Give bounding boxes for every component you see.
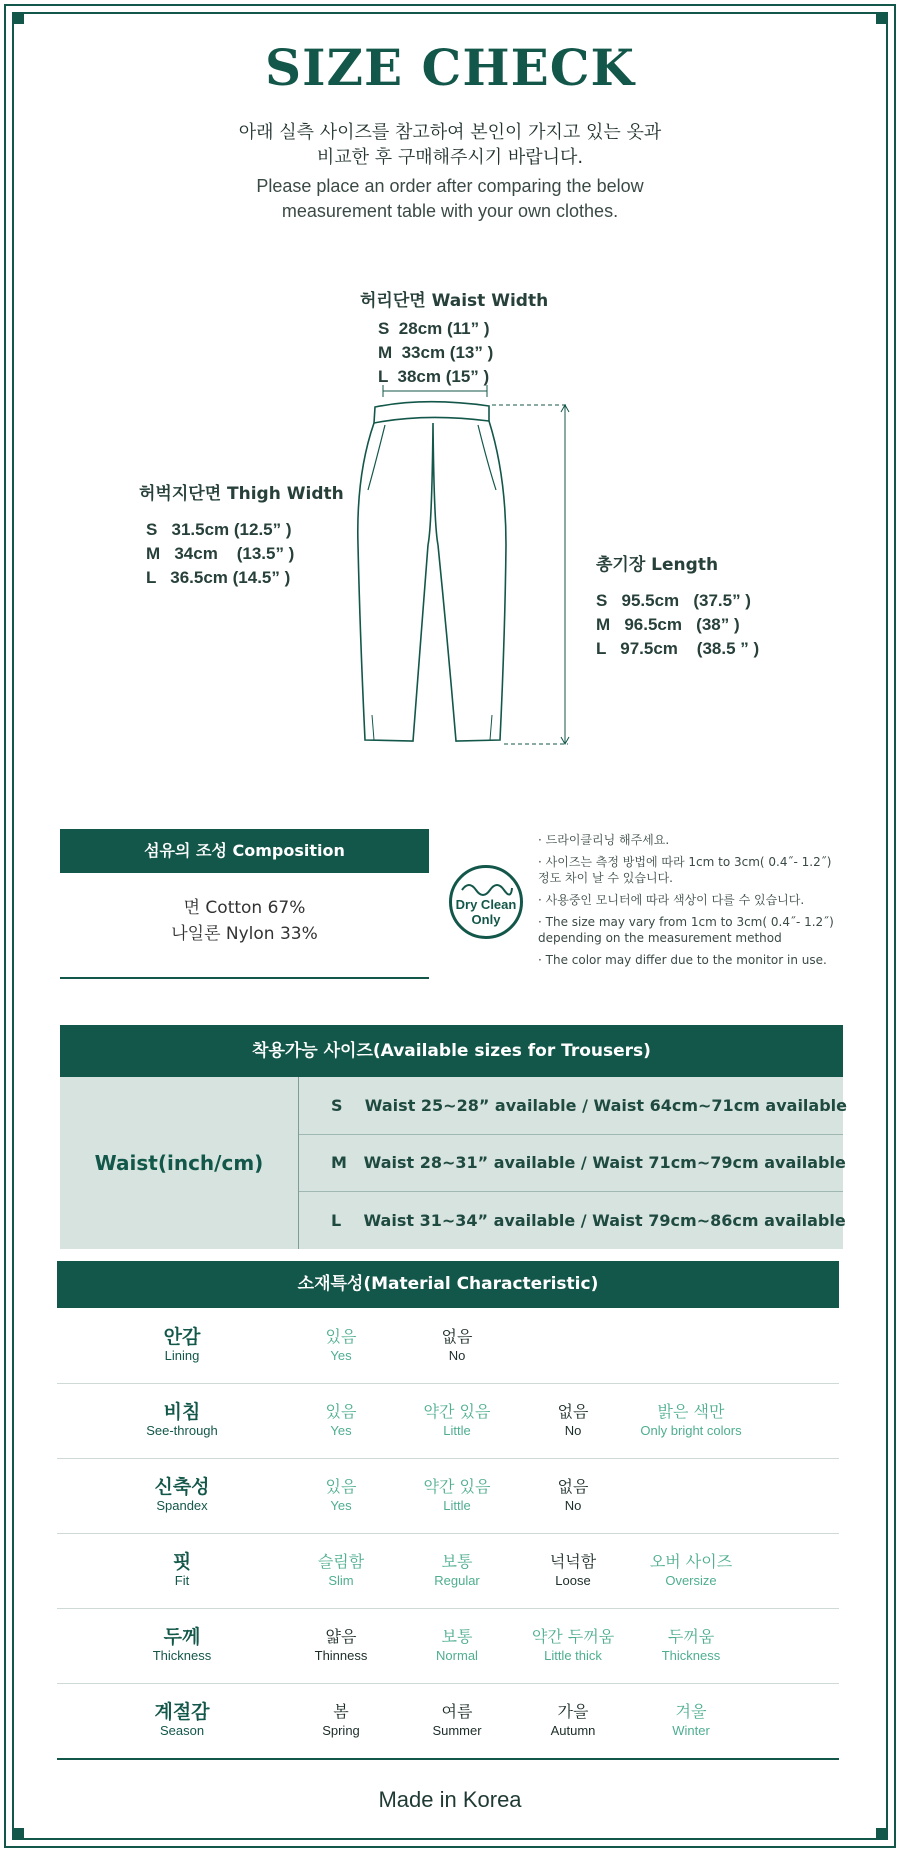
length-size-l: L 97.5cm (38.5 ” ) <box>596 639 760 658</box>
care-note: · The size may vary from 1cm to 3cm( 0.4˝- 1.2˝) depending on the measurement method <box>538 915 834 945</box>
waist-size-s: S 28cm (11” ) <box>378 319 490 338</box>
material-label-en: Season <box>159 1722 205 1738</box>
material-row-label <box>112 1308 252 1383</box>
material-row <box>57 1308 839 1383</box>
material-label-ko: 계절감 <box>154 1700 210 1723</box>
material-label-ko: 안감 <box>163 1325 201 1348</box>
option-ko: 있음 <box>325 1326 357 1346</box>
material-option <box>397 1383 517 1458</box>
length-heading: 총기장 Length <box>596 555 719 575</box>
option-en: Spring <box>322 1722 360 1738</box>
composition-cotton: 면 Cotton 67% <box>183 898 306 918</box>
option-ko: 있음 <box>325 1476 357 1496</box>
option-ko: 넉넉함 <box>549 1551 597 1571</box>
material-row <box>57 1683 839 1758</box>
option-ko: 약간 있음 <box>423 1476 491 1496</box>
composition-divider <box>60 977 429 979</box>
option-ko: 없음 <box>441 1326 473 1346</box>
option-en: Only bright colors <box>640 1422 742 1438</box>
option-en: Summer <box>432 1722 482 1738</box>
option-ko: 밝은 색만 <box>657 1401 725 1421</box>
material-option <box>397 1608 517 1683</box>
option-ko: 겨울 <box>675 1701 707 1721</box>
material-label-ko: 핏 <box>172 1550 192 1573</box>
option-ko: 보통 <box>441 1626 473 1646</box>
material-option <box>397 1683 517 1758</box>
care-note: · The color may differ due to the monitor in use. <box>538 953 827 967</box>
option-en: Normal <box>436 1647 478 1663</box>
material-row <box>57 1458 839 1533</box>
length-size-s: S 95.5cm (37.5” ) <box>596 591 751 610</box>
available-size-m: M Waist 28~31” available / Waist 71cm~79cm available <box>331 1153 846 1172</box>
length-size-m: M 96.5cm (38” ) <box>596 615 740 634</box>
material-option <box>513 1458 633 1533</box>
option-ko: 오버 사이즈 <box>649 1551 733 1571</box>
available-size-s: S Waist 25~28” available / Waist 64cm~71cm available <box>331 1096 847 1115</box>
material-option <box>631 1383 751 1458</box>
material-label-en: Lining <box>164 1347 200 1363</box>
corner-mark <box>14 14 24 24</box>
thigh-size-l: L 36.5cm (14.5” ) <box>146 568 291 587</box>
option-en: No <box>564 1497 582 1513</box>
care-notes <box>538 832 868 974</box>
option-en: Oversize <box>665 1572 717 1588</box>
material-option <box>513 1383 633 1458</box>
care-note: · 사용중인 모니터에 따라 색상이 다를 수 있습니다. <box>538 893 805 907</box>
material-label-ko: 신축성 <box>154 1475 210 1498</box>
dry-clean-icon <box>449 865 523 939</box>
material-row-label <box>112 1533 252 1608</box>
option-en: Autumn <box>550 1722 596 1738</box>
option-ko: 슬림함 <box>317 1551 365 1571</box>
material-row-divider <box>57 1758 839 1760</box>
corner-mark <box>876 14 886 24</box>
material-row <box>57 1383 839 1458</box>
material-row-label <box>112 1683 252 1758</box>
option-en: Regular <box>434 1572 480 1588</box>
dry-clean-text: Dry Clean <box>455 897 517 912</box>
option-ko: 없음 <box>557 1476 589 1496</box>
corner-mark <box>14 1828 24 1838</box>
available-sizes-label: Waist(inch/cm) <box>60 1077 299 1249</box>
option-en: Little <box>443 1422 471 1438</box>
option-ko: 봄 <box>333 1701 349 1721</box>
waist-size-l: L 38cm (15” ) <box>378 367 490 386</box>
material-option <box>631 1608 751 1683</box>
thigh-measurement <box>139 479 344 590</box>
material-option <box>281 1308 401 1383</box>
care-note: · 드라이클리닝 해주세요. <box>538 833 670 847</box>
material-label-en: See-through <box>146 1422 218 1438</box>
length-measurement <box>596 550 759 661</box>
option-ko: 가을 <box>557 1701 589 1721</box>
material-option <box>631 1533 751 1608</box>
material-option <box>397 1533 517 1608</box>
composition-body <box>60 895 429 947</box>
available-sizes-header: 착용가능 사이즈(Available sizes for Trousers) <box>60 1025 843 1077</box>
made-in-label: Made in Korea <box>378 1787 522 1812</box>
material-row-label <box>112 1458 252 1533</box>
material-label-en: Thickness <box>152 1647 212 1663</box>
material-row-label <box>112 1383 252 1458</box>
option-en: Thinness <box>314 1647 368 1663</box>
material-label-ko: 두께 <box>163 1625 201 1648</box>
material-option <box>281 1533 401 1608</box>
material-label-ko: 비침 <box>163 1400 201 1423</box>
material-option <box>397 1458 517 1533</box>
option-en: Thickness <box>661 1647 721 1663</box>
material-label-en: Fit <box>174 1572 190 1588</box>
option-en: Winter <box>672 1722 710 1738</box>
option-ko: 있음 <box>325 1401 357 1421</box>
intro-en-line: measurement table with your own clothes. <box>281 201 619 221</box>
intro-ko-line: 아래 실측 사이즈를 참고하여 본인이 가지고 있는 옷과 <box>238 122 662 143</box>
composition-nylon: 나일론 Nylon 33% <box>171 924 318 944</box>
available-sizes-body <box>60 1077 847 1249</box>
material-option <box>397 1308 517 1383</box>
option-en: Slim <box>328 1572 354 1588</box>
option-ko: 약간 있음 <box>423 1401 491 1421</box>
thigh-size-m: M 34cm (13.5” ) <box>146 544 295 563</box>
option-en: Little <box>443 1497 471 1513</box>
option-ko: 약간 두꺼움 <box>531 1626 615 1646</box>
available-size-l: L Waist 31~34” available / Waist 79cm~86cm available <box>331 1211 846 1230</box>
option-ko: 얇음 <box>325 1626 357 1646</box>
corner-mark <box>876 1828 886 1838</box>
waist-measurement <box>360 286 548 389</box>
intro-english <box>0 174 900 224</box>
material-option <box>281 1458 401 1533</box>
material-option <box>281 1383 401 1458</box>
material-option <box>281 1683 401 1758</box>
material-option <box>513 1533 633 1608</box>
option-ko: 두꺼움 <box>667 1626 715 1646</box>
waist-size-m: M 33cm (13” ) <box>378 343 494 362</box>
intro-en-line: Please place an order after comparing the below <box>256 176 644 196</box>
material-option <box>513 1683 633 1758</box>
material-row <box>57 1608 839 1683</box>
dry-clean-text: Only <box>471 912 501 927</box>
trousers-diagram <box>350 385 590 750</box>
option-ko: 보통 <box>441 1551 473 1571</box>
available-sizes-table <box>60 1025 847 1249</box>
material-option <box>281 1608 401 1683</box>
care-note: · 사이즈는 측정 방법에 따라 1cm to 3cm( 0.4˝- 1.2˝) 정도 차이 날 수 있습니다. <box>538 855 832 885</box>
material-option <box>631 1683 751 1758</box>
thigh-heading: 허벅지단면 Thigh Width <box>139 484 344 504</box>
intro-ko-line: 비교한 후 구매해주시기 바랍니다. <box>316 147 584 168</box>
thigh-size-s: S 31.5cm (12.5” ) <box>146 520 292 539</box>
composition-header: 섬유의 조성 Composition <box>60 829 429 873</box>
option-en: Little thick <box>544 1647 602 1663</box>
material-row-label <box>112 1608 252 1683</box>
option-en: Yes <box>330 1347 352 1363</box>
material-header: 소재특성(Material Characteristic) <box>57 1261 839 1308</box>
material-option <box>513 1608 633 1683</box>
material-row <box>57 1533 839 1608</box>
option-en: Loose <box>555 1572 591 1588</box>
option-en: Yes <box>330 1497 352 1513</box>
option-en: Yes <box>330 1422 352 1438</box>
material-label-en: Spandex <box>156 1497 208 1513</box>
option-ko: 없음 <box>557 1401 589 1421</box>
option-en: No <box>448 1347 466 1363</box>
intro-korean <box>0 120 900 170</box>
waist-heading: 허리단면 Waist Width <box>360 291 549 311</box>
page-title: SIZE CHECK <box>265 38 635 97</box>
option-ko: 여름 <box>441 1701 473 1721</box>
option-en: No <box>564 1422 582 1438</box>
